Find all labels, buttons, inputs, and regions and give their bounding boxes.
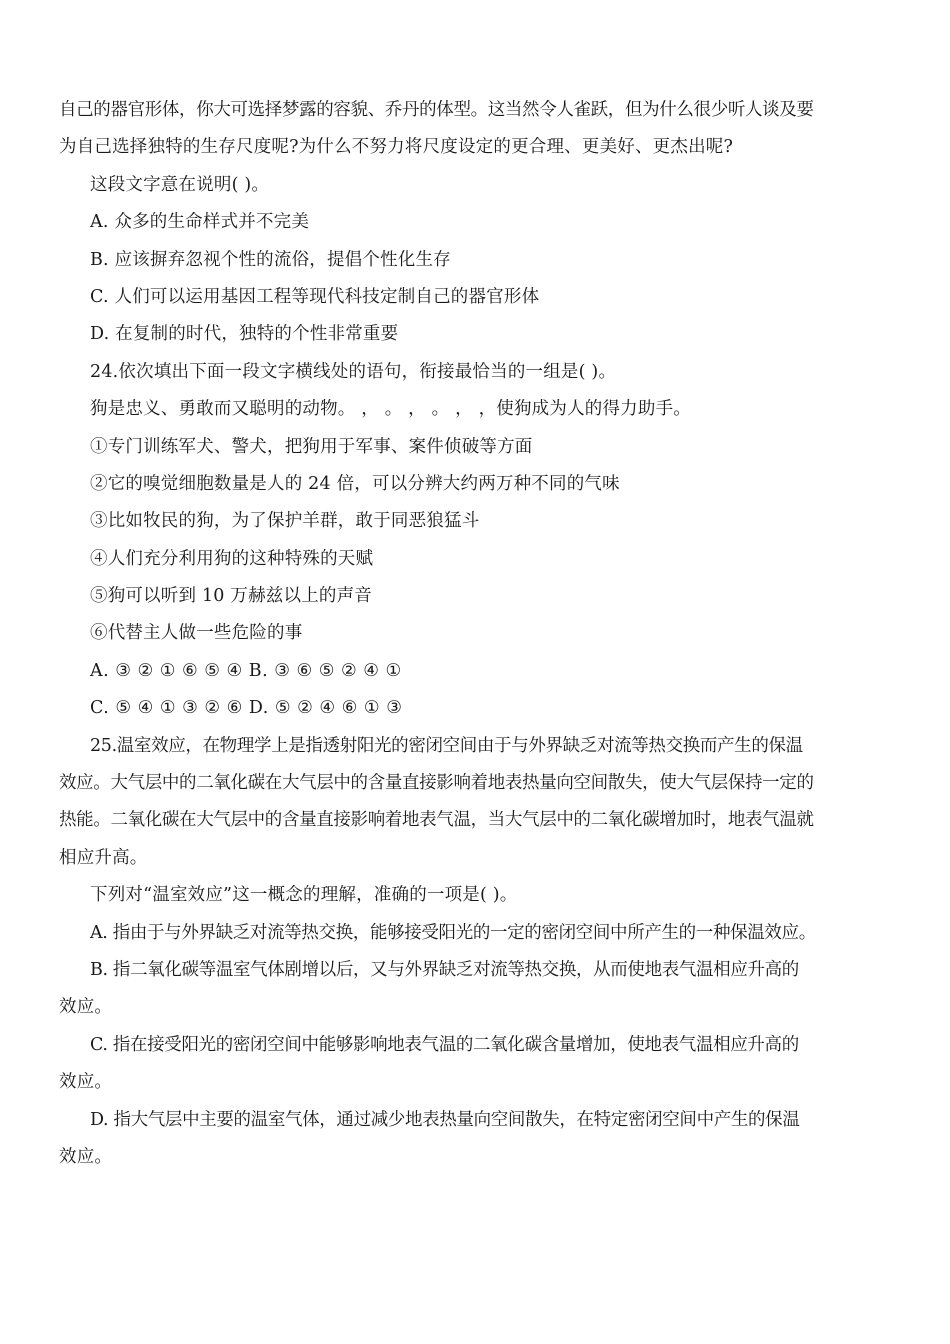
passage-line: 自己的器官形体，你大可选择梦露的容貌、乔丹的体型。这当然令人雀跃，但为什么很少听人谈及要 [59,100,814,120]
answer-option-d: D. 在复制的时代，独特的个性非常重要 [90,324,399,345]
passage-line: 相应升高。 [59,847,148,868]
question-stem: 24.依次填出下面一段文字横线处的语句，衔接最恰当的一组是( )。 [90,361,617,382]
answer-options-ab: A. ③ ② ① ⑥ ⑤ ④ B. ③ ⑥ ⑤ ② ④ ① [90,660,402,681]
answer-option-d-continued: 效应。 [59,1146,113,1167]
answer-option-d: D. 指大气层中主要的温室气体，通过减少地表热量向空间散失，在特定密闭空间中产生的保温 [90,1109,800,1130]
answer-option-c: C. 指在接受阳光的密闭空间中能够影响地表气温的二氧化碳含量增加，使地表气温相应升高的 [90,1034,799,1055]
sentence-item: ④人们充分利用狗的这种特殊的天赋 [90,548,374,569]
sentence-item: ③比如牧民的狗，为了保护羊群，敢于同恶狼猛斗 [90,511,480,532]
sentence-item: ①专门训练军犬、警犬，把狗用于军事、案件侦破等方面 [90,436,533,457]
fill-blank-passage: 狗是忠义、勇敢而又聪明的动物。 ， 。 ， 。 ， ，使狗成为人的得力助手。 [90,399,691,420]
answer-options-cd: C. ⑤ ④ ① ③ ② ⑥ D. ⑤ ② ④ ⑥ ① ③ [90,698,403,719]
document-page [59,92,895,1176]
answer-option-a: A. 指由于与外界缺乏对流等热交换，能够接受阳光的一定的密闭空间中所产生的一种保温效应。 [90,922,816,943]
passage-line: 25.温室效应，在物理学上是指透射阳光的密闭空间由于与外界缺乏对流等热交换而产生的保温 [90,735,803,756]
answer-option-c: C. 人们可以运用基因工程等现代科技定制自己的器官形体 [90,286,540,307]
question-prompt: 这段文字意在说明( )。 [90,174,270,195]
answer-option-c-continued: 效应。 [59,1072,113,1093]
answer-option-b-continued: 效应。 [59,997,113,1018]
answer-option-b: B. 应该摒弃忽视个性的流俗，提倡个性化生存 [90,249,451,270]
answer-option-b: B. 指二氧化碳等温室气体剧增以后，又与外界缺乏对流等热交换，从而使地表气温相应升高的 [90,959,799,980]
sentence-item: ⑥代替主人做一些危险的事 [90,623,303,644]
passage-line: 热能。二氧化碳在大气层中的含量直接影响着地表气温，当大气层中的二氧化碳增加时，地表气温就 [59,810,814,831]
question-prompt: 下列对“温室效应”这一概念的理解，准确的一项是( )。 [90,885,518,906]
sentence-item: ⑤狗可以听到 10 万赫兹以上的声音 [90,586,372,607]
answer-option-a: A. 众多的生命样式并不完美 [90,212,310,233]
passage-line: 为自己选择独特的生存尺度呢?为什么不努力将尺度设定的更合理、更美好、更杰出呢? [59,137,734,158]
passage-line: 效应。大气层中的二氧化碳在大气层中的含量直接影响着地表热量向空间散失，使大气层保持一定的 [59,773,814,794]
sentence-item: ②它的嗅觉细胞数量是人的 24 倍，可以分辨大约两万种不同的气味 [90,473,620,494]
